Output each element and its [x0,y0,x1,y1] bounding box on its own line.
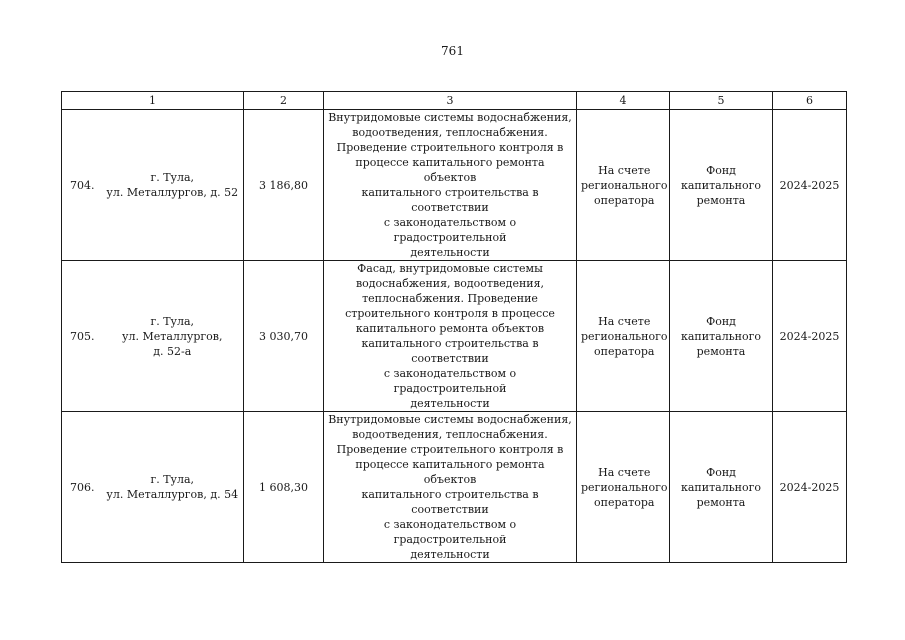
row-number: 705. [62,261,102,412]
capital-repair-table [61,91,847,563]
account-text: На счете регионального оператора [581,465,668,509]
area-cell: 3 030,70 [244,261,324,412]
address-text: г. Тула, ул. Металлургов, д. 54 [106,473,239,501]
fund-text: Фонд капитального ремонта [680,163,762,207]
row-number: 706. [62,412,102,563]
works-text: Внутридомовые системы водоснабжения, водоотведения, теплоснабжения. Проведение строительного контроля в процессе капитального ремонта объектов капитального строительства в соответствии с законодательством о градостроительной деятельности [328,413,572,561]
column-header-2: 2 [244,92,324,110]
row-number: 704. [62,110,102,261]
address-text: г. Тула, ул. Металлургов, д. 52 [106,171,239,199]
works-text: Фасад, внутридомовые системы водоснабжения, водоотведения, теплоснабжения. Проведение строительного контроля в процессе капитального ремонта объектов капитального строительства в соответствии с законодательством о градостроительной деятельности [345,262,555,410]
header-row [62,92,847,110]
table-row [62,261,847,412]
period-cell: 2024-2025 [773,261,847,412]
column-header-5: 5 [670,92,773,110]
period-cell: 2024-2025 [773,412,847,563]
area-cell: 3 186,80 [244,110,324,261]
address-cell [102,261,244,412]
account-cell [577,110,670,261]
column-header-1: 1 [62,92,244,110]
account-text: На счете регионального оператора [581,314,668,358]
column-header-6: 6 [773,92,847,110]
fund-cell [670,412,773,563]
period-cell: 2024-2025 [773,110,847,261]
works-cell [324,261,577,412]
table-row [62,110,847,261]
fund-text: Фонд капитального ремонта [680,465,762,509]
account-text: На счете регионального оператора [581,163,668,207]
works-cell [324,110,577,261]
fund-text: Фонд капитального ремонта [680,314,762,358]
address-cell [102,412,244,563]
column-header-4: 4 [577,92,670,110]
address-text: г. Тула, ул. Металлургов, д. 52-а [122,314,223,358]
works-cell [324,412,577,563]
table-row [62,412,847,563]
column-header-3: 3 [324,92,577,110]
account-cell [577,261,670,412]
works-text: Внутридомовые системы водоснабжения, водоотведения, теплоснабжения. Проведение строительного контроля в процессе капитального ремонта объектов капитального строительства в соответствии с законодательством о градостроительной деятельности [328,111,572,259]
area-cell: 1 608,30 [244,412,324,563]
page-number: 761 [441,44,464,58]
address-cell [102,110,244,261]
fund-cell [670,110,773,261]
account-cell [577,412,670,563]
fund-cell [670,261,773,412]
